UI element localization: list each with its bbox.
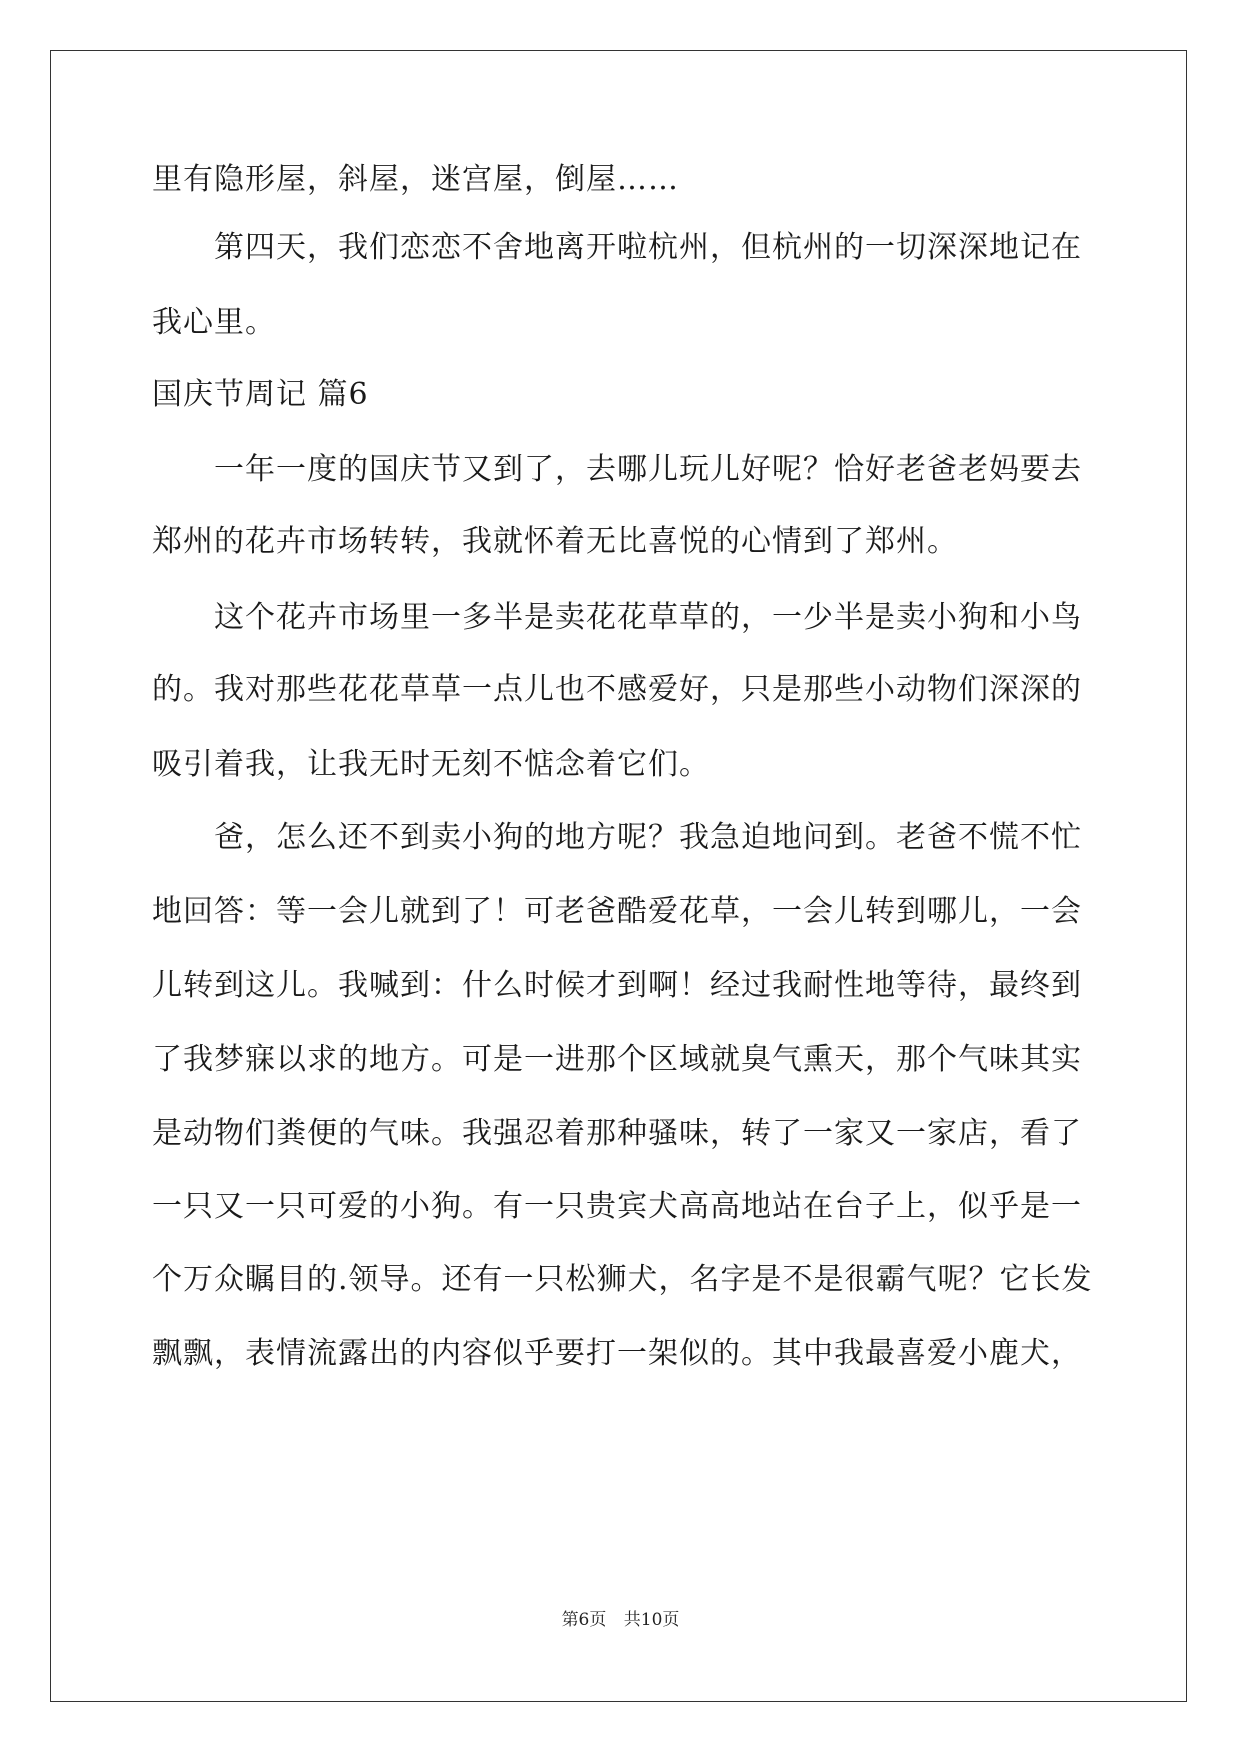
text-line: 地回答：等一会儿就到了！可老爸酷爱花草，一会儿转到哪儿，一会 <box>152 894 1082 929</box>
paragraph-first-line: 这个花卉市场里一多半是卖花花草草的，一少半是卖小狗和小鸟 <box>214 600 1082 635</box>
paragraph-first-line: 爸，怎么还不到卖小狗的地方呢？我急迫地问到。老爸不慌不忙 <box>214 820 1082 855</box>
section-heading: 国庆节周记 篇6 <box>152 377 369 412</box>
page-border <box>50 50 1187 1702</box>
text-line: 了我梦寐以求的地方。可是一进那个区域就臭气熏天，那个气味其实 <box>152 1042 1082 1077</box>
paragraph-first-line: 一年一度的国庆节又到了，去哪儿玩儿好呢？恰好老爸老妈要去 <box>214 452 1082 487</box>
text-line: 飘飘，表情流露出的内容似乎要打一架似的。其中我最喜爱小鹿犬， <box>152 1336 1082 1371</box>
page-number-total: 共10页 <box>623 1610 680 1630</box>
text-line: 吸引着我，让我无时无刻不惦念着它们。 <box>152 747 710 782</box>
page-footer <box>0 1608 1241 1632</box>
paragraph-first-line: 第四天，我们恋恋不舍地离开啦杭州，但杭州的一切深深地记在 <box>214 230 1082 265</box>
text-line: 郑州的花卉市场转转，我就怀着无比喜悦的心情到了郑州。 <box>152 524 958 559</box>
text-line: 的。我对那些花花草草一点儿也不感爱好，只是那些小动物们深深的 <box>152 672 1082 707</box>
text-line: 一只又一只可爱的小狗。有一只贵宾犬高高地站在台子上，似乎是一 <box>152 1189 1082 1224</box>
text-line: 我心里。 <box>152 305 276 340</box>
text-line: 儿转到这儿。我喊到：什么时候才到啊！经过我耐性地等待，最终到 <box>152 968 1082 1003</box>
text-line: 是动物们粪便的气味。我强忍着那种骚味，转了一家又一家店，看了 <box>152 1116 1082 1151</box>
page-number-current: 第6页 <box>561 1610 607 1630</box>
text-line: 里有隐形屋，斜屋，迷宫屋，倒屋…… <box>152 162 679 197</box>
text-line: 个万众瞩目的.领导。还有一只松狮犬，名字是不是很霸气呢？它长发 <box>152 1262 1093 1297</box>
